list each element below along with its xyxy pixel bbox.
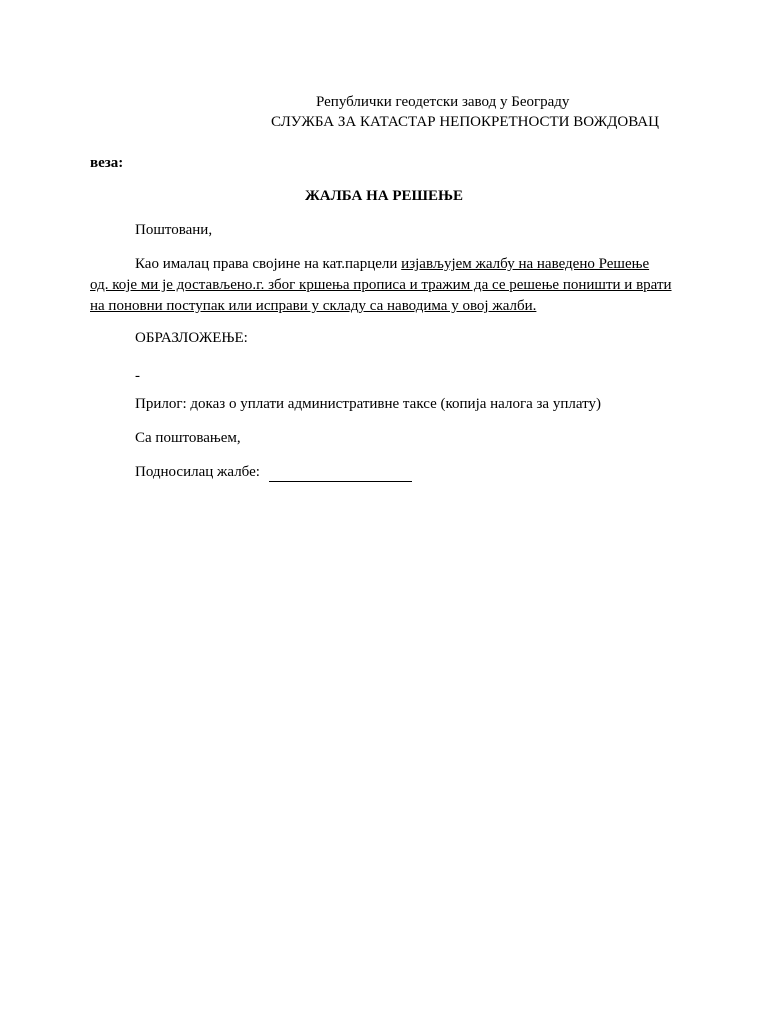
service-name: СЛУЖБА ЗА КАТАСТАР НЕПОКРЕТНОСТИ ВОЖДОВАЦ	[271, 114, 659, 130]
reasoning-heading: ОБРАЗЛОЖЕЊЕ:	[135, 330, 248, 346]
body-line-1-plain: Као ималац права својине на кат.парцели	[135, 256, 402, 272]
body-line-2: од. које ми је достављено.г. због кршења прописа и тражим да се решење поништи и врати	[90, 277, 672, 293]
signature-line	[269, 465, 412, 482]
attachment-note: Прилог: доказ о уплати административне таксе (копија налога за уплату)	[135, 396, 601, 412]
reference-label: веза:	[90, 155, 124, 171]
greeting: Поштовани,	[135, 222, 213, 238]
reasoning-dash: -	[135, 368, 140, 384]
document-title: ЖАЛБА НА РЕШЕЊЕ	[304, 188, 464, 204]
body-line-1-underlined: изјављујем жалбу на наведено Решење	[401, 256, 650, 272]
applicant-label: Подносилац жалбе:	[135, 464, 260, 480]
body-line-3: на поновни поступак или исправи у складу са наводима у овој жалби.	[90, 298, 537, 314]
body-line-1	[90, 254, 680, 275]
institution-name: Републички геодетски завод у Београду	[316, 94, 570, 110]
applicant-signature-row	[135, 462, 412, 482]
body-paragraph	[90, 254, 680, 317]
closing-salutation: Са поштовањем,	[135, 430, 241, 446]
